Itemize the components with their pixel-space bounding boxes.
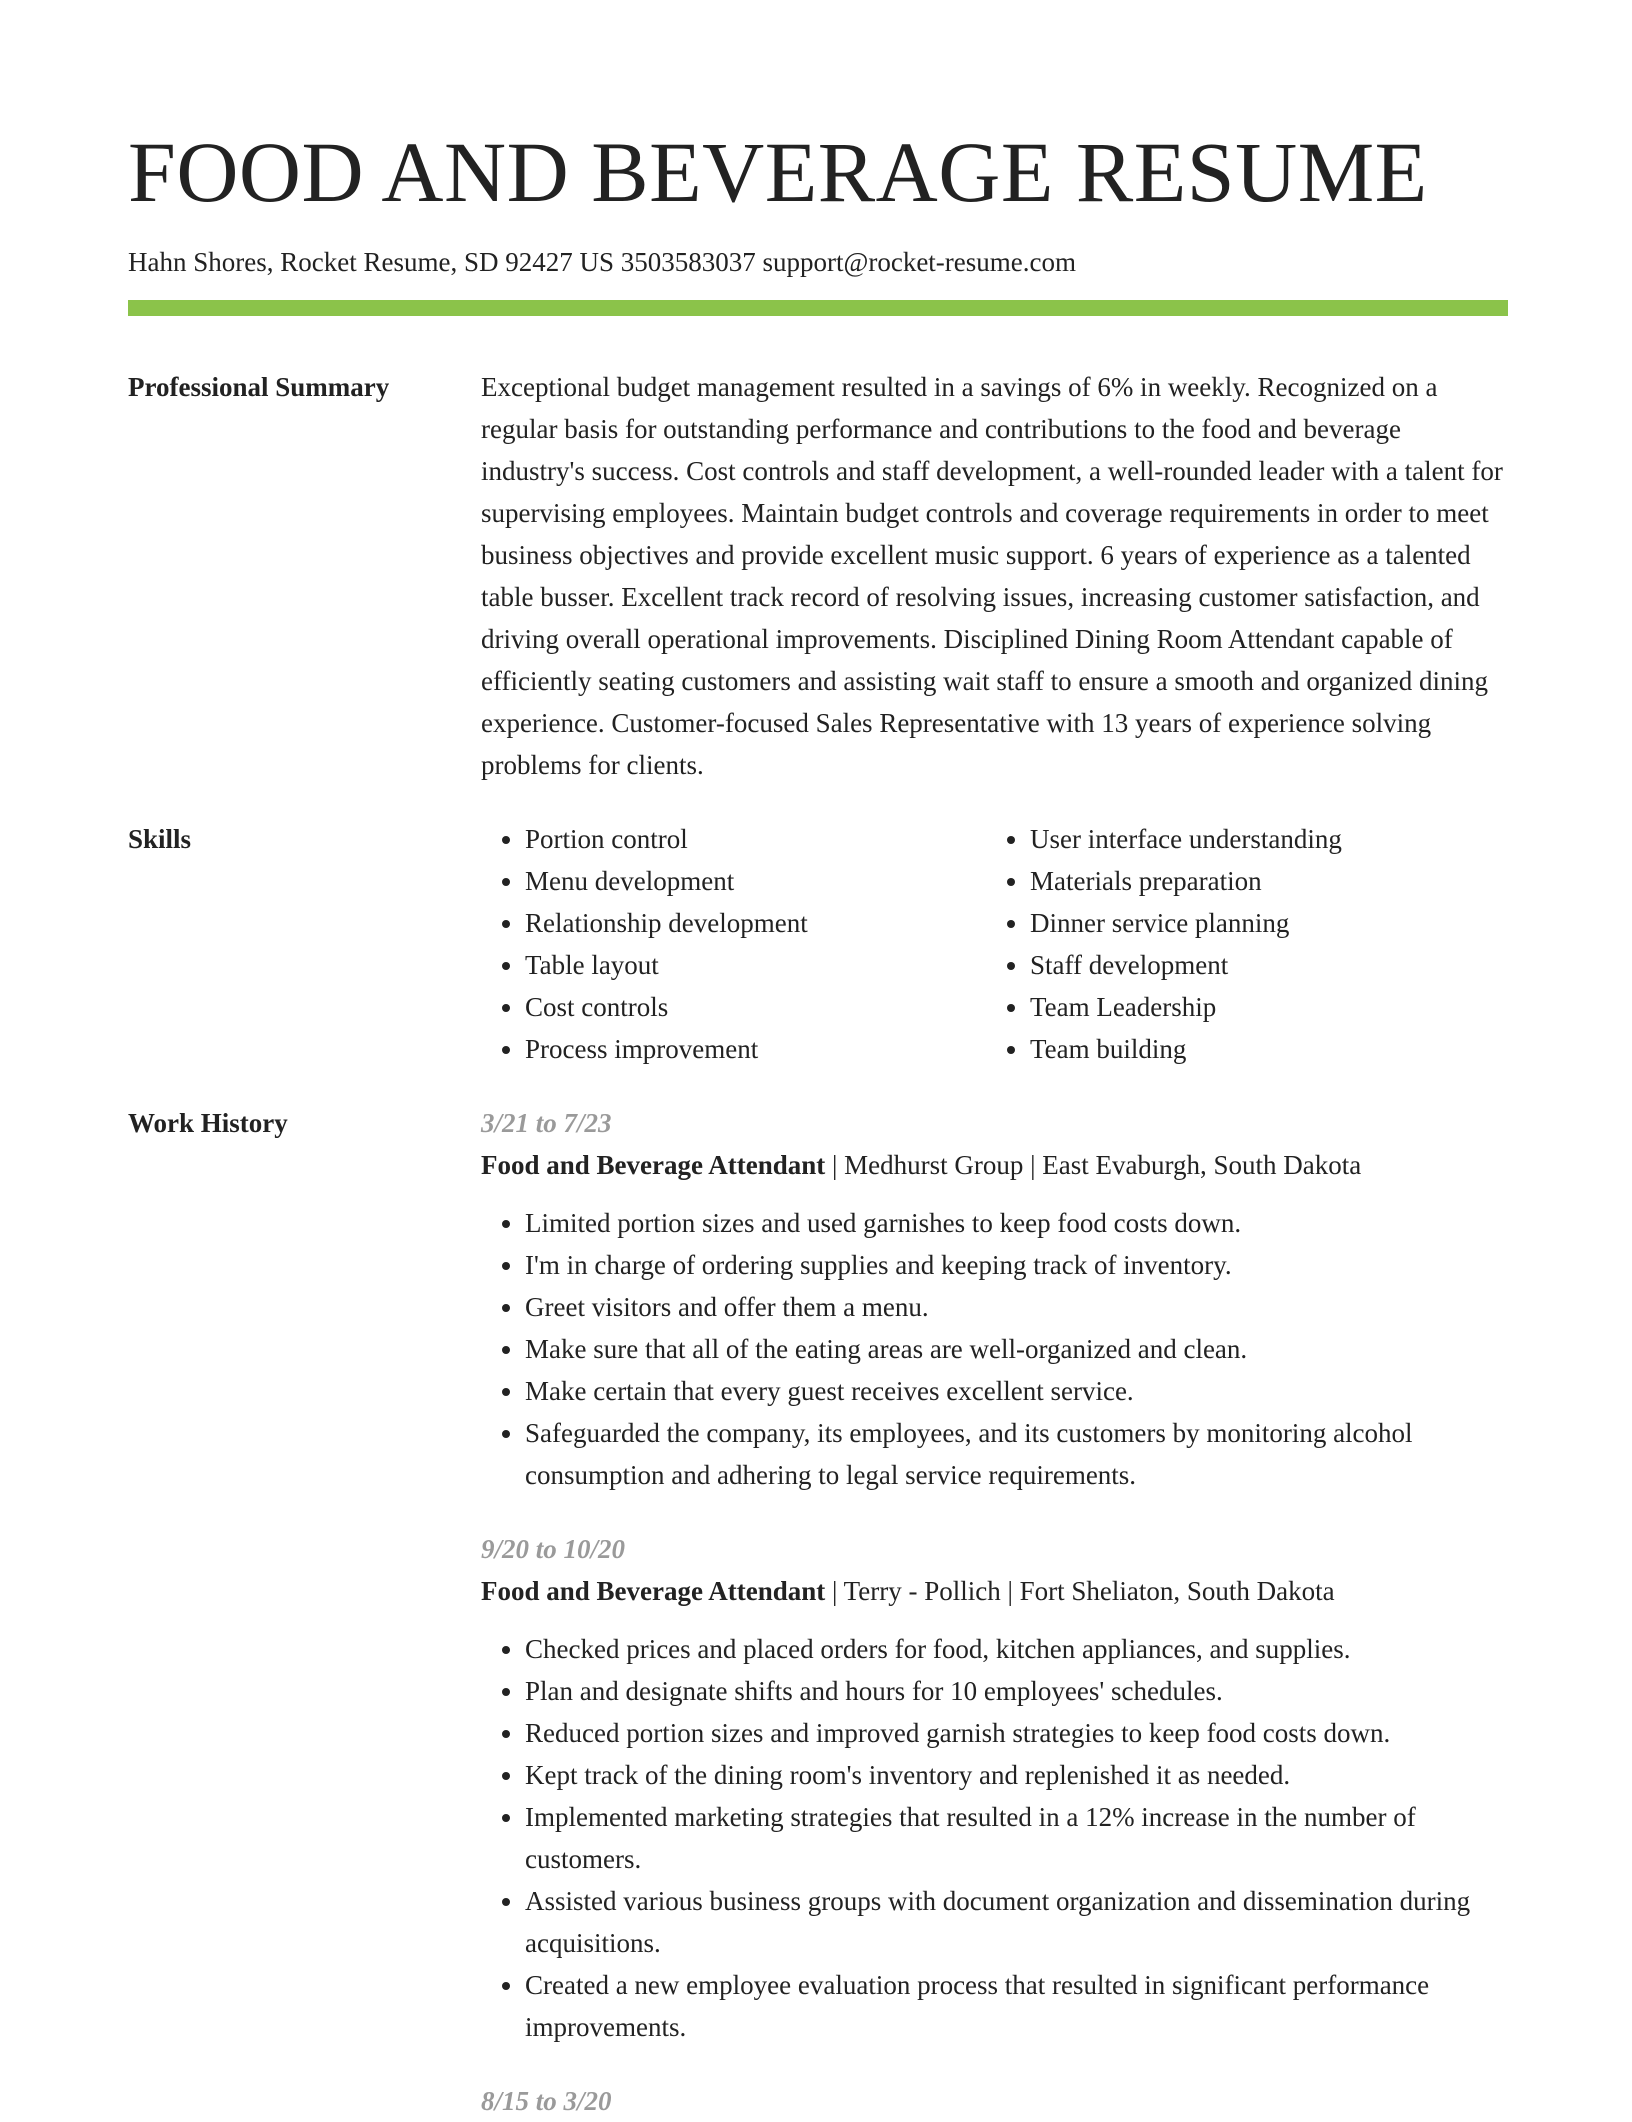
job-title: Food and Beverage Attendant xyxy=(481,1576,826,1606)
job-duty: • I'm in charge of ordering supplies and keeping track of inventory. xyxy=(525,1244,1508,1286)
job-duty: • Plan and designate shifts and hours for 10 employees' schedules. xyxy=(525,1670,1508,1712)
job-duty: • Limited portion sizes and used garnishes to keep food costs down. xyxy=(525,1202,1508,1244)
job-dates: 8/15 to 3/20 xyxy=(481,2086,612,2116)
section-heading-professional-summary: Professional Summary xyxy=(128,372,390,402)
job-employer-location: | Medhurst Group | East Evaburgh, South Dakota xyxy=(825,1150,1362,1180)
skill-item: • Portion control xyxy=(525,818,986,860)
skills-list-left xyxy=(481,818,986,1070)
skill-item: • Relationship development xyxy=(525,902,986,944)
job-duty: • Make sure that all of the eating areas are well-organized and clean. xyxy=(525,1328,1508,1370)
skills-section xyxy=(128,818,1508,1070)
skill-item: • Team Leadership xyxy=(1030,986,1508,1028)
skill-item: • Staff development xyxy=(1030,944,1508,986)
job-entry xyxy=(481,2080,1508,2122)
skill-item: • Cost controls xyxy=(525,986,986,1028)
skill-item: • User interface understanding xyxy=(1030,818,1508,860)
job-entry xyxy=(481,1102,1508,1496)
job-duties-list xyxy=(481,1202,1508,1496)
skill-item: • Menu development xyxy=(525,860,986,902)
job-duty: • Implemented marketing strategies that resulted in a 12% increase in the number of customers. xyxy=(525,1796,1508,1880)
job-duty: • Greet visitors and offer them a menu. xyxy=(525,1286,1508,1328)
work-history-body xyxy=(481,1102,1508,2122)
job-duty: • Created a new employee evaluation process that resulted in significant performance improvements. xyxy=(525,1964,1508,2048)
resume-title: FOOD AND BEVERAGE RESUME xyxy=(128,124,1428,220)
skill-item: • Team building xyxy=(1030,1028,1508,1070)
job-heading xyxy=(481,1570,1508,1612)
skill-item: • Table layout xyxy=(525,944,986,986)
job-duty: • Kept track of the dining room's inventory and replenished it as needed. xyxy=(525,1754,1508,1796)
job-heading xyxy=(481,1144,1508,1186)
skills-columns xyxy=(481,818,1508,1070)
job-duty: • Safeguarded the company, its employees, and its customers by monitoring alcohol consumption and adhering to legal service requirements. xyxy=(525,1412,1508,1496)
skills-body xyxy=(481,818,1508,1070)
contact-line: Hahn Shores, Rocket Resume, SD 92427 US 3503583037 support@rocket-resume.com xyxy=(128,247,1076,277)
summary-text: Exceptional budget management resulted in a savings of 6% in weekly. Recognized on a regular basis for outstanding performance and contributions to the food and beverage industry's success. Cost controls and staff development, a well-rounded leader with a talent for supervising employees. Maintain budget controls and coverage requirements in order to meet business objectives and provide excellent music support. 6 years of experience as a talented table busser. Excellent track record of resolving issues, increasing customer satisfaction, and driving overall operational improvements. Disciplined Dining Room Attendant capable of efficiently seating customers and assisting wait staff to ensure a smooth and organized dining experience. Customer-focused Sales Representative with 13 years of experience solving problems for clients. xyxy=(481,372,1503,780)
skill-item: • Process improvement xyxy=(525,1028,986,1070)
job-duty: • Reduced portion sizes and improved garnish strategies to keep food costs down. xyxy=(525,1712,1508,1754)
work-history-section xyxy=(128,1102,1508,2122)
resume-page xyxy=(128,0,1508,2122)
skill-item: • Dinner service planning xyxy=(1030,902,1508,944)
job-title: Food and Beverage Attendant xyxy=(481,1150,826,1180)
job-employer-location: | Terry - Pollich | Fort Sheliaton, South Dakota xyxy=(825,1576,1335,1606)
summary-body xyxy=(481,366,1508,786)
section-heading-work-history: Work History xyxy=(128,1108,288,1138)
section-heading-skills: Skills xyxy=(128,824,192,854)
job-duty: • Checked prices and placed orders for food, kitchen appliances, and supplies. xyxy=(525,1628,1508,1670)
skills-list-right xyxy=(986,818,1508,1070)
job-dates: 9/20 to 10/20 xyxy=(481,1534,626,1564)
job-entry xyxy=(481,1528,1508,2048)
job-duty: • Make certain that every guest receives excellent service. xyxy=(525,1370,1508,1412)
job-duty: • Assisted various business groups with document organization and dissemination during acquisitions. xyxy=(525,1880,1508,1964)
professional-summary-section xyxy=(128,366,1508,786)
job-dates: 3/21 to 7/23 xyxy=(481,1108,612,1138)
skill-item: • Materials preparation xyxy=(1030,860,1508,902)
job-duties-list xyxy=(481,1628,1508,2048)
accent-divider xyxy=(128,300,1508,316)
